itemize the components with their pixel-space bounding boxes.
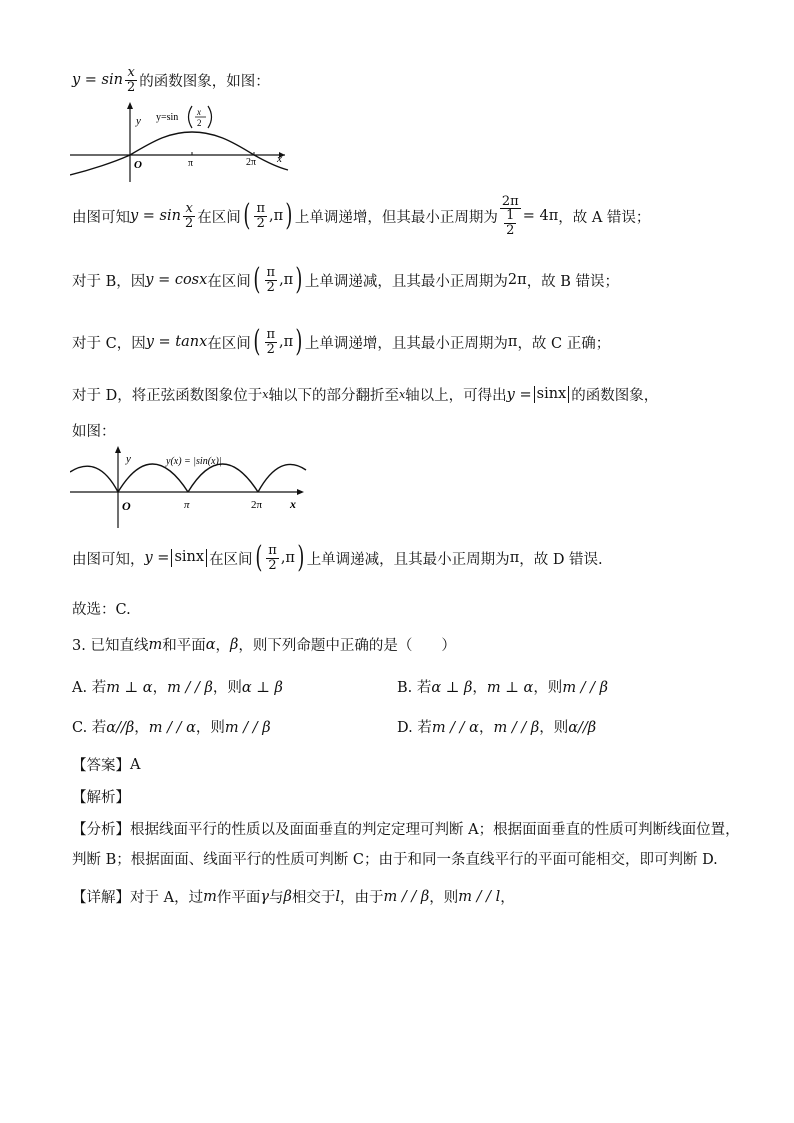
func-lhs: y = sin bbox=[72, 72, 123, 89]
origin-label: O bbox=[134, 159, 142, 171]
option-a: A. 若m ⊥ α，m / / β，则α ⊥ β bbox=[72, 680, 283, 696]
line-7: 由图可知， y = sinx 在区间 ( $\frac{\pi}{2}$ ,π ) 上单调递减，且其最小正周期为 π ，故 D 错误. bbox=[72, 540, 603, 575]
graph-abs-sin-x bbox=[70, 446, 310, 528]
twopi-label: 2π bbox=[246, 157, 257, 168]
graph-sin-half-x bbox=[70, 102, 300, 182]
fenxi-line-2: 判断 B；根据面面、线面平行的性质可判断 C；由于和同一条直线平行的平面可能相交，即可判断 D. bbox=[72, 852, 718, 868]
analysis-tag-line bbox=[72, 786, 130, 807]
fraction: $\frac{x}{2}$ bbox=[126, 65, 136, 95]
answer-value: A bbox=[130, 756, 141, 773]
curve-label: y(x) = |sin(x)| bbox=[166, 456, 222, 467]
line-2: 由图可知 y = sin $\frac{x}{2}$ 在区间 ( $\frac{\pi}{2}$ ,π ) 上单调递增，但其最小正周期为 $\frac{2\pi}{\frac{1}{2}}$ = 4π ，故 A 错误； bbox=[72, 193, 651, 238]
y-axis-label: y bbox=[126, 453, 131, 465]
line-1 bbox=[72, 66, 270, 94]
y-axis-label: y bbox=[136, 115, 141, 127]
curve-label: y=sin bbox=[156, 112, 179, 123]
line-8: 故选：C. bbox=[72, 602, 131, 618]
origin-label: O bbox=[122, 499, 131, 513]
period-fraction: $\frac{2\pi}{\frac{1}{2}}$ bbox=[501, 193, 519, 238]
twopi-label: 2π bbox=[251, 499, 263, 511]
line-4: 对于 C，因 y = tanx 在区间 ( $\frac{\pi}{2}$ ,π ) 上单调递增，且其最小正周期为 π ，故 C 正确； bbox=[72, 324, 611, 359]
pi-label: π bbox=[188, 158, 194, 169]
option-d: D. 若m / / α，m / / β，则α//β bbox=[397, 720, 597, 736]
answer-tag: 【答案】 bbox=[72, 758, 130, 774]
x-axis-label: x bbox=[290, 497, 296, 511]
pi-label: π bbox=[184, 499, 190, 511]
line-6: 如图： bbox=[72, 424, 116, 440]
question-3-stem: 3. 已知直线 m 和平面 α ， β ，则下列命题中正确的是（ ） bbox=[72, 636, 456, 654]
line-3: 对于 B，因 y = cosx 在区间 ( $\frac{\pi}{2}$ ,π ) 上单调递减，且其最小正周期为 2π ，故 B 错误； bbox=[72, 262, 620, 297]
line-5: 对于 D，将正弦函数图象位于 x 轴以下的部分翻折至 x 轴以上，可得出 y = sinx 的函数图象， bbox=[72, 385, 659, 404]
xiangjie-line: 【详解】 对于 A，过 m 作平面 γ 与 β 相交于 l ，由于 m / / β ，则 m / / l ， bbox=[72, 888, 515, 906]
curve-label-num: x bbox=[197, 107, 201, 117]
option-b: B. 若α ⊥ β，m ⊥ α，则m / / β bbox=[397, 680, 609, 696]
fenxi-line-1: 【分析】 根据线面平行的性质以及面面垂直的判定定理可判断 A；根据面面垂直的性质可判断线面位置， bbox=[72, 822, 740, 838]
answer-line bbox=[72, 754, 140, 775]
line-text: 的函数图象，如图： bbox=[139, 73, 270, 90]
option-c: C. 若α//β，m / / α，则m / / β bbox=[72, 720, 271, 736]
curve-label-den: 2 bbox=[197, 118, 202, 128]
x-axis-label: x bbox=[277, 153, 282, 165]
analysis-tag: 【解析】 bbox=[72, 790, 130, 806]
